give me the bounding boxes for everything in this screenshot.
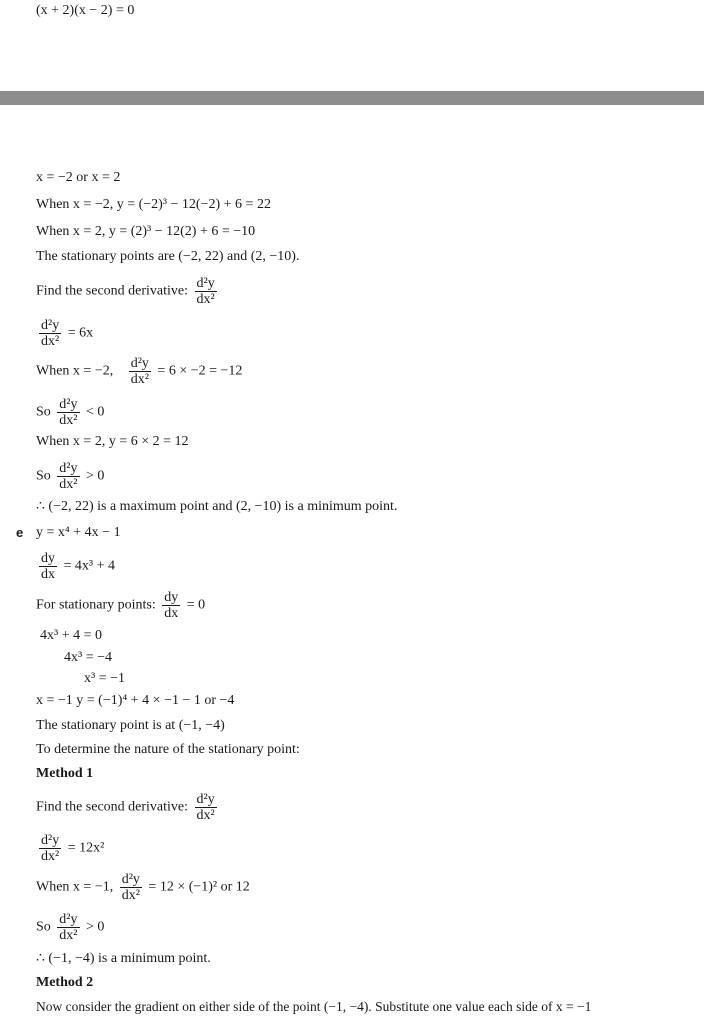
frac-denominator: dx²: [59, 928, 78, 943]
frac-numerator: dy: [41, 551, 55, 566]
eq0: = 0: [186, 597, 206, 613]
find-second-label: Find the second derivative:: [36, 283, 189, 299]
frac-denominator: dx²: [130, 372, 149, 387]
stationary-point-text: The stationary point is at (−1, −4): [36, 718, 225, 733]
solve-line: x = −1 y = (−1)⁴ + 4 × −1 − 1 or −4: [36, 693, 235, 708]
d2y-dx2-fraction: [57, 912, 79, 943]
frac-numerator: d²y: [41, 318, 60, 333]
d2y-dx2-fraction: [39, 833, 61, 864]
method-2-heading: Method 2: [36, 975, 94, 990]
frac-numerator: d²y: [121, 872, 140, 887]
second-derivative-rhs: = 12x²: [67, 840, 105, 856]
step-1: 4x³ + 4 = 0: [40, 628, 102, 643]
d2y-dx2-fraction: [57, 397, 79, 428]
step-3: x³ = −1: [84, 671, 125, 686]
frac-numerator: d²y: [41, 833, 60, 848]
frac-numerator: d²y: [59, 912, 78, 927]
eval-rhs: = 12 × (−1)² or 12: [148, 879, 250, 895]
find-second-derivative-d: [36, 276, 220, 307]
gt0: > 0: [86, 919, 105, 935]
for-stationary-label: For stationary points:: [36, 597, 156, 613]
frac-numerator: d²y: [130, 356, 149, 371]
frac-denominator: dx²: [59, 477, 78, 492]
frac-denominator: dx: [164, 606, 179, 621]
so-label: So: [36, 468, 51, 484]
find-second-derivative-e: [36, 792, 220, 823]
stationary-points-text: The stationary points are (−2, 22) and (2, −10).: [36, 249, 300, 264]
dy-dx-fraction: [162, 590, 180, 621]
d2y-dx2-fraction: [129, 356, 151, 387]
frac-numerator: dy: [164, 590, 179, 605]
d2y-dx2-fraction: [57, 461, 79, 492]
lt0: < 0: [86, 404, 105, 420]
frac-numerator: d²y: [196, 792, 215, 807]
part-e-label: e: [16, 525, 24, 540]
so-gt0: [36, 461, 104, 492]
when-x-neg2-y: When x = −2, y = (−2)³ − 12(−2) + 6 = 22: [36, 197, 271, 212]
top-equation: (x + 2)(x − 2) = 0: [36, 3, 135, 18]
frac-denominator: dx²: [41, 849, 60, 864]
frac-denominator: dx²: [121, 888, 140, 903]
conclusion-d: ∴ (−2, 22) is a maximum point and (2, −10) is a minimum point.: [36, 499, 398, 514]
d2y-dx2-fraction: [120, 872, 142, 903]
frac-denominator: dx²: [196, 292, 215, 307]
so-label: So: [36, 404, 51, 420]
step-2: 4x³ = −4: [64, 650, 112, 665]
so-gt0-e: [36, 912, 104, 943]
first-derivative-rhs: = 4x³ + 4: [63, 558, 115, 574]
frac-denominator: dx²: [59, 413, 78, 428]
d2y-dx2-fraction: [195, 792, 217, 823]
frac-denominator: dx: [41, 567, 55, 582]
gradient-text: Now consider the gradient on either side of the point (−1, −4). Substitute one value each side of x = −1: [36, 999, 592, 1014]
frac-denominator: dx²: [41, 334, 60, 349]
part-e-equation: y = x⁴ + 4x − 1: [36, 525, 121, 540]
find-second-label: Find the second derivative:: [36, 799, 189, 815]
when-x-2-y: When x = 2, y = (2)³ − 12(2) + 6 = −10: [36, 224, 256, 239]
frac-numerator: d²y: [196, 276, 215, 291]
so-label: So: [36, 919, 51, 935]
second-derivative-d: [36, 318, 93, 349]
frac-denominator: dx²: [196, 808, 215, 823]
eval-rhs: = 6 × −2 = −12: [157, 363, 243, 379]
determine-nature-text: To determine the nature of the stationary point:: [36, 742, 300, 757]
method-1-heading: Method 1: [36, 766, 94, 781]
for-stationary-points: [36, 590, 205, 621]
when-label: When x = −1,: [36, 879, 114, 895]
min-conclusion: ∴ (−1, −4) is a minimum point.: [36, 951, 211, 966]
roots-line: x = −2 or x = 2: [36, 170, 121, 185]
frac-numerator: d²y: [59, 397, 78, 412]
when-label: When x = −2,: [36, 363, 114, 379]
second-derivative-rhs: = 6x: [67, 325, 94, 341]
d2y-dx2-fraction: [39, 318, 61, 349]
gt0: > 0: [86, 468, 105, 484]
when-x-neg2-second: [36, 356, 242, 387]
so-lt0: [36, 397, 104, 428]
second-derivative-e: [36, 833, 104, 864]
section-divider: [0, 91, 704, 105]
first-derivative-e: [36, 551, 115, 582]
when-x-neg1-second: [36, 872, 250, 903]
frac-numerator: d²y: [59, 461, 78, 476]
when-x-2-second: When x = 2, y = 6 × 2 = 12: [36, 434, 189, 449]
d2y-dx2-fraction: [195, 276, 217, 307]
dy-dx-fraction: [39, 551, 57, 582]
